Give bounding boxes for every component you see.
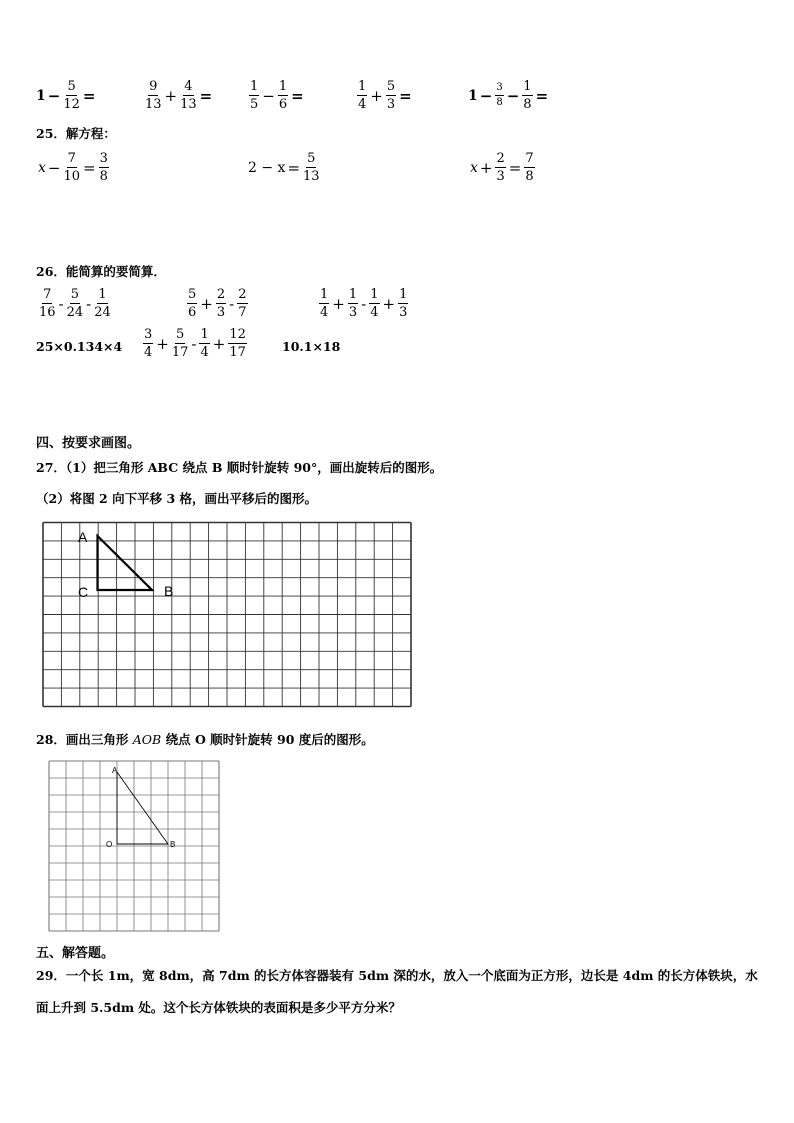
calc-1 [36, 80, 97, 111]
operator: + [479, 158, 493, 177]
q27-line2: （2）将图 2 向下平移 3 格，画出平移后的图形。 [36, 491, 318, 506]
q28-title [36, 730, 374, 748]
fraction: $\frac{1}{6}$ [278, 79, 288, 112]
label-o: O [106, 840, 113, 849]
grid-lines [49, 761, 219, 931]
fraction: $\frac{3}{8}$ [496, 82, 503, 108]
section-4-heading: 四、按要求画图。 [36, 436, 141, 451]
operator: - [191, 334, 197, 353]
fraction: $\frac{5}{6}$ [188, 287, 197, 320]
fraction: $\frac{7}{16}$ [39, 287, 56, 320]
lhs: 2 − x [248, 159, 286, 176]
fraction: $\frac{3}{8}$ [99, 151, 108, 184]
operator: − [506, 86, 520, 105]
fraction: $\frac{5}{12}$ [63, 79, 80, 112]
fraction: $\frac{5}{17}$ [171, 327, 189, 360]
q27-grid-figure [40, 520, 416, 710]
triangle-aob [117, 772, 168, 844]
simplify-e [142, 328, 248, 359]
operator: − [47, 86, 61, 105]
calc-2 [144, 80, 214, 111]
fraction: $\frac{2}{3}$ [216, 287, 226, 320]
operator: + [200, 294, 213, 313]
operator: - [361, 294, 367, 313]
calc-5 [468, 80, 550, 111]
fraction: $\frac{3}{4}$ [144, 327, 153, 360]
simplify-d: 25×0.134×4 [36, 339, 123, 354]
q28-prefix: 28．画出三角形 [36, 732, 129, 747]
variable: x [38, 159, 46, 176]
calc-4 [356, 80, 414, 111]
q28-grid-figure [46, 758, 220, 932]
operator: + [332, 294, 345, 313]
fraction: $\frac{9}{13}$ [145, 79, 162, 112]
fraction: $\frac{1}{3}$ [348, 287, 358, 320]
fraction: $\frac{1}{4}$ [370, 287, 379, 320]
variable: x [470, 159, 478, 176]
equals: = [535, 86, 549, 105]
operator: − [479, 86, 493, 105]
fraction: $\frac{7}{10}$ [63, 151, 81, 184]
equals: = [199, 86, 213, 105]
label-a: A [78, 529, 88, 545]
q29-text: 29．一个长 1m，宽 8dm，高 7dm 的长方体容器装有 5dm 深的水，放入一个底面为正方形，边长是 4dm 的长方体铁块，水面上升到 5.5dm 处。这个长方体铁块的表面积是多少平方分米？ [36, 968, 758, 1015]
equals: = [83, 158, 96, 177]
fraction: $\frac{1}{4}$ [358, 79, 367, 112]
equals: = [399, 86, 412, 105]
fraction: $\frac{5}{13}$ [303, 151, 320, 184]
label-a: A [112, 766, 118, 775]
equals: = [291, 86, 304, 105]
label-c: C [78, 584, 89, 600]
operator: + [156, 334, 169, 353]
whole-number: 1 [36, 87, 46, 104]
fraction: $\frac{1}{4}$ [320, 287, 329, 320]
section-5-heading: 五、解答题。 [36, 946, 115, 961]
operator: − [262, 86, 275, 105]
fraction: $\frac{5}{3}$ [386, 79, 396, 112]
equals: = [287, 158, 301, 177]
simplify-b [186, 288, 249, 319]
operator: + [212, 334, 226, 353]
equals: = [82, 86, 96, 105]
operator: − [47, 158, 61, 177]
whole-number: 1 [468, 87, 478, 104]
triangle-abc [98, 536, 153, 590]
fraction: $\frac{12}{17}$ [229, 327, 246, 360]
operator: + [382, 294, 396, 313]
fraction: $\frac{5}{24}$ [66, 287, 84, 320]
q27-line1: 27．（1）把三角形 ABC 绕点 B 顺时针旋转 90°，画出旋转后的图形。 [36, 460, 443, 475]
operator: - [58, 294, 64, 313]
q28-math: AOB [132, 732, 162, 747]
operator: + [164, 86, 178, 105]
fraction: $\frac{1}{3}$ [399, 287, 408, 320]
operator: + [370, 86, 383, 105]
label-b: B [164, 583, 174, 599]
calc-3 [248, 80, 306, 111]
simplify-a [38, 288, 112, 319]
fraction: $\frac{1}{24}$ [94, 287, 111, 320]
operator: - [86, 294, 92, 313]
q25-title: 25．解方程： [36, 126, 116, 141]
fraction: $\frac{7}{8}$ [525, 151, 534, 184]
fraction: $\frac{2}{3}$ [496, 151, 505, 184]
fraction: $\frac{1}{5}$ [250, 79, 259, 112]
equation-2 [248, 152, 321, 183]
equation-1 [38, 152, 110, 183]
fraction: $\frac{1}{8}$ [523, 79, 532, 112]
q28-suffix: 绕点 O 顺时针旋转 90 度后的图形。 [165, 732, 374, 747]
fraction: $\frac{2}{7}$ [238, 287, 247, 320]
label-b: B [170, 840, 176, 849]
equation-3 [470, 152, 536, 183]
operator: - [229, 294, 235, 313]
fraction: $\frac{1}{4}$ [200, 327, 209, 360]
simplify-c [318, 288, 409, 319]
simplify-f: 10.1×18 [282, 339, 341, 354]
q26-title: 26．能简算的要简算． [36, 264, 166, 279]
equals: = [508, 158, 522, 177]
fraction: $\frac{4}{13}$ [180, 79, 197, 112]
